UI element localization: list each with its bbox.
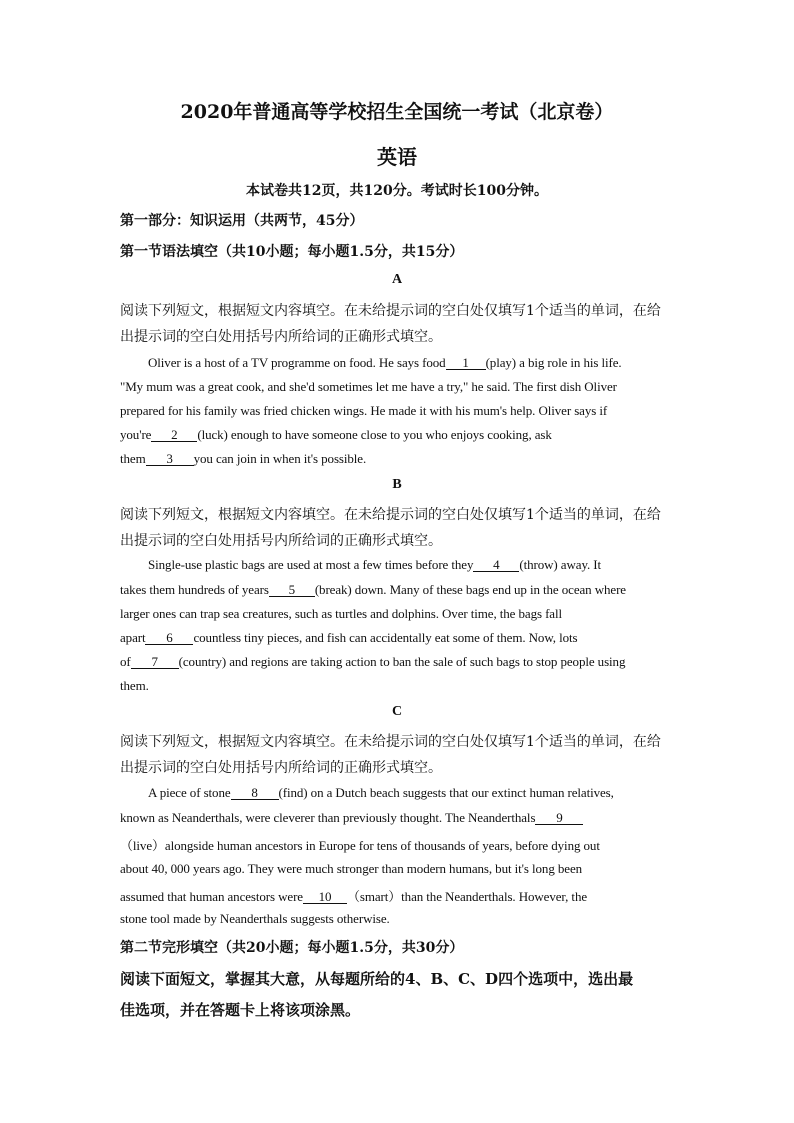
passage-b-line1: Single-use plastic bags are used at most a few times before they 4 (throw) away. It xyxy=(148,557,602,572)
blank-10: 10 xyxy=(303,890,347,904)
passage-a-line1: Oliver is a host of a TV programme on food. He says food 1 (play) a big role in his life. xyxy=(148,355,622,370)
section2-instructions-line1: 阅读下面短文，掌握其大意，从每题所给的4、B、C、D四个选项中，选出最 xyxy=(120,970,634,988)
passage-a-line3: prepared for his family was fried chicken wings. He made it with his mum's help. Oliver says if xyxy=(120,403,608,418)
instructions-b-line2: 出提示词的空白处用括号内所给词的正确形式填空。 xyxy=(120,533,442,549)
subject-title: 英语 xyxy=(377,145,417,169)
passage-c-line1: A piece of stone 8 (find) on a Dutch beach suggests that our extinct human relatives, xyxy=(148,785,614,800)
blank-4: 4 xyxy=(473,558,519,572)
blank-6: 6 xyxy=(145,631,193,645)
blank-2: 2 xyxy=(151,428,197,442)
passage-c-line6: stone tool made by Neanderthals suggests otherwise. xyxy=(120,911,390,926)
passage-a-line5: them 3 you can join in when it's possible. xyxy=(120,451,367,466)
blank-8: 8 xyxy=(231,786,279,800)
instructions-b-line1: 阅读下列短文，根据短文内容填空。在未给提示词的空白处仅填写1个适当的单词，在给 xyxy=(120,507,661,523)
blank-9: 9 xyxy=(535,811,583,825)
instructions-a-line2: 出提示词的空白处用括号内所给词的正确形式填空。 xyxy=(120,329,442,345)
passage-b-line2: takes them hundreds of years 5 (break) down. Many of these bags end up in the ocean where xyxy=(120,582,626,597)
passage-a-line4: you're 2 (luck) enough to have someone close to you who enjoys cooking, ask xyxy=(120,427,552,442)
exam-title: 2020年普通高等学校招生全国统一考试（北京卷） xyxy=(180,101,614,123)
passage-c-line2: known as Neanderthals, were cleverer than previously thought. The Neanderthals 9 xyxy=(120,810,583,826)
passage-b-label: B xyxy=(392,477,402,492)
passage-b-line3: larger ones can trap sea creatures, such as turtles and dolphins. Over time, the bags fall xyxy=(120,606,562,621)
passage-a-label: A xyxy=(391,272,403,287)
exam-info: 本试卷共12页，共120分。考试时长100分钟。 xyxy=(246,183,548,199)
instructions-c-line2: 出提示词的空白处用括号内所给词的正确形式填空。 xyxy=(120,760,442,776)
passage-c-line4: about 40, 000 years ago. They were much stronger than modern humans, but it's long been xyxy=(120,861,583,876)
passage-b-line5: of 7 (country) and regions are taking action to ban the sale of such bags to stop people using xyxy=(120,654,626,669)
passage-c-line5: assumed that human ancestors were 10 （smart）than the Neanderthals. However, the xyxy=(120,889,588,904)
passage-b-line6: them. xyxy=(120,678,149,693)
blank-1: 1 xyxy=(446,356,486,370)
blank-3: 3 xyxy=(146,452,194,466)
instructions-c-line1: 阅读下列短文，根据短文内容填空。在未给提示词的空白处仅填写1个适当的单词，在给 xyxy=(120,734,661,750)
instructions-a-line1: 阅读下列短文，根据短文内容填空。在未给提示词的空白处仅填写1个适当的单词，在给 xyxy=(120,303,661,319)
passage-c-label: C xyxy=(391,704,403,719)
section2-instructions-line2: 佳选项，并在答题卡上将该项涂黑。 xyxy=(120,1001,361,1019)
passage-a-line2: "My mum was a great cook, and she'd sometimes let me have a try," he said. The first dish Oliver xyxy=(120,379,617,394)
blank-7: 7 xyxy=(131,655,179,669)
blank-5: 5 xyxy=(269,583,315,597)
passage-c-line3: （live）alongside human ancestors in Europe for tens of thousands of years, before dying out xyxy=(120,838,600,853)
section1-title: 第一节语法填空（共10小题；每小题1.5分，共15分） xyxy=(120,244,464,260)
passage-b-line4: apart 6 countless tiny pieces, and fish can accidentally eat some of them. Now, lots xyxy=(120,630,578,645)
section2-title: 第二节完形填空（共20小题；每小题1.5分，共30分） xyxy=(120,940,464,956)
part1-title: 第一部分：知识运用（共两节，45分） xyxy=(120,213,364,229)
